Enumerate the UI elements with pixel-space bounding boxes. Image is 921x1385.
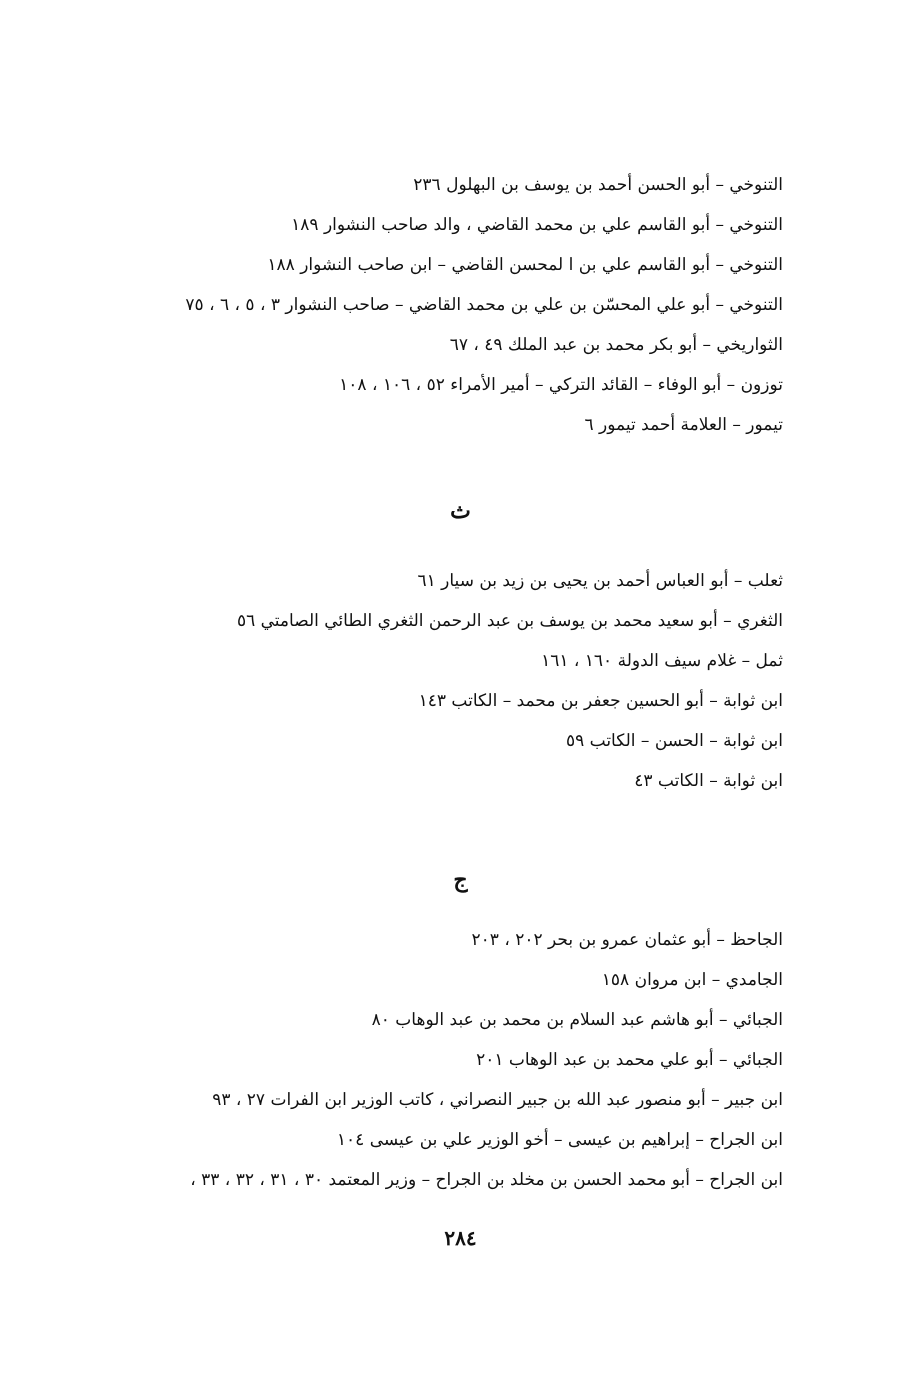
index-entry: الثواريخي – أبو بكر محمد بن عبد الملك ٤٩ ، ٦٧ (449, 335, 783, 355)
index-entry: التنوخي – أبو الحسن أحمد بن يوسف بن البهلول ٢٣٦ (413, 175, 783, 195)
index-section-jim (93, 930, 783, 1210)
section-letter-heading: ج (453, 867, 468, 893)
index-entry: ثمل – غلام سيف الدولة ١٦٠ ، ١٦١ (541, 651, 783, 671)
index-entry: التنوخي – أبو القاسم علي بن ا لمحسن القاضي – ابن صاحب النشوار ١٨٨ (267, 255, 783, 275)
index-entry: ابن ثوابة – الحسن – الكاتب ٥٩ (565, 731, 783, 751)
index-section-taa (93, 175, 783, 455)
index-entry: التنوخي – أبو علي المحسّن بن علي بن محمد القاضي – صاحب النشوار ٣ ، ٥ ، ٦ ، ٧٥ (185, 295, 783, 315)
index-entry: الجامدي – ابن مروان ١٥٨ (601, 970, 783, 990)
index-entry: ابن ثوابة – أبو الحسين جعفر بن محمد – الكاتب ١٤٣ (418, 691, 783, 711)
index-entry: الجبائي – أبو علي محمد بن عبد الوهاب ٢٠١ (476, 1050, 783, 1070)
section-letter-heading: ث (450, 498, 471, 524)
index-entry: الثغري – أبو سعيد محمد بن يوسف بن عبد الرحمن الثغري الطائي الصامتي ٥٦ (236, 611, 783, 631)
index-entry: الجاحظ – أبو عثمان عمرو بن بحر ٢٠٢ ، ٢٠٣ (471, 930, 783, 950)
index-entry: ابن الجراح – إبراهيم بن عيسى – أخو الوزير علي بن عيسى ١٠٤ (336, 1130, 783, 1150)
index-entry: تيمور – العلامة أحمد تيمور ٦ (584, 415, 783, 435)
index-section-thaa (93, 571, 783, 811)
index-entry: ثعلب – أبو العباس أحمد بن يحيى بن زيد بن سيار ٦١ (417, 571, 783, 591)
index-entry: ابن الجراح – أبو محمد الحسن بن مخلد بن الجراح – وزير المعتمد ٣٠ ، ٣١ ، ٣٢ ، ٣٣ ، (190, 1170, 783, 1190)
index-entry: توزون – أبو الوفاء – القائد التركي – أمير الأمراء ٥٢ ، ١٠٦ ، ١٠٨ (339, 375, 783, 395)
index-entry: التنوخي – أبو القاسم علي بن محمد القاضي ، والد صاحب النشوار ١٨٩ (291, 215, 783, 235)
index-entry: ابن جبير – أبو منصور عبد الله بن جبير النصراني ، كاتب الوزير ابن الفرات ٢٧ ، ٩٣ (212, 1090, 783, 1110)
page-number: ٢٨٤ (444, 1226, 477, 1250)
index-entry: الجبائي – أبو هاشم عبد السلام بن محمد بن عبد الوهاب ٨٠ (371, 1010, 783, 1030)
index-entry: ابن ثوابة – الكاتب ٤٣ (634, 771, 783, 791)
